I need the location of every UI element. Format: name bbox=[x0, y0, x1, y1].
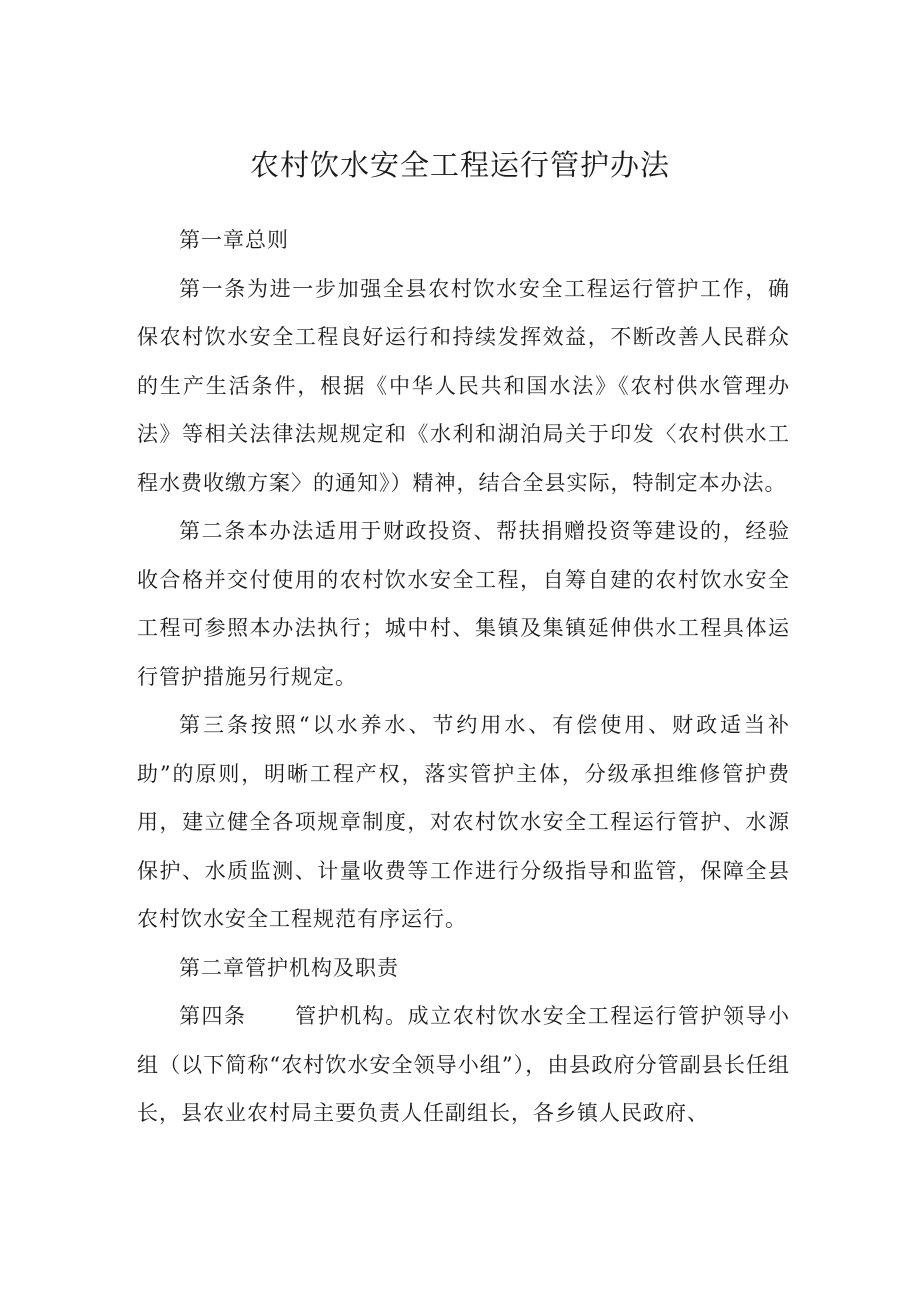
chapter-2-heading: 第二章管护机构及职责 bbox=[179, 955, 399, 980]
article-3-paragraph: 第三条按照“以水养水、节约用水、有偿使用、财政适当补助”的原则，明晰工程产权，落实管护主体，分级承担维修管护费用，建立健全各项规章制度，对农村饮水安全工程运行管护、水源保护、水质监测、计量收费等工作进行分级指导和监管，保障全县农村饮水安全工程规范有序运行。 bbox=[137, 713, 790, 931]
chapter-1-heading: 第一章总则 bbox=[179, 228, 289, 252]
article-4-text: 管护机构。成立农村饮水安全工程运行管护领导小组（以下简称“农村饮水安全领导小组”），由县政府分管副县长任组长，县农业农村局主要负责人任副组长，各乡镇人民政府、 bbox=[137, 1004, 791, 1125]
document-title: 农村饮水安全工程运行管护办法 bbox=[249, 148, 670, 182]
article-1-paragraph: 第一条为进一步加强全县农村饮水安全工程运行管护工作，确保农村饮水安全工程良好运行和持续发挥效益，不断改善人民群众的生产生活条件，根据《中华人民共和国水法》《农村供水管理办法》等相关法律法规规定和《水利和湖泊局关于印发〈农村供水工程水费收缴方案〉的通知》）精神，结合全县实际，特制定本办法。 bbox=[137, 276, 790, 495]
document-body bbox=[137, 216, 790, 1138]
article-4-number: 第四条 bbox=[179, 1004, 247, 1028]
article-4-paragraph bbox=[137, 992, 790, 1138]
article-2-paragraph: 第二条本办法适用于财政投资、帮扶捐赠投资等建设的，经验收合格并交付使用的农村饮水安全工程，自筹自建的农村饮水安全工程可参照本办法执行；城中村、集镇及集镇延伸供水工程具体运行管护措施另行规定。 bbox=[137, 519, 790, 689]
